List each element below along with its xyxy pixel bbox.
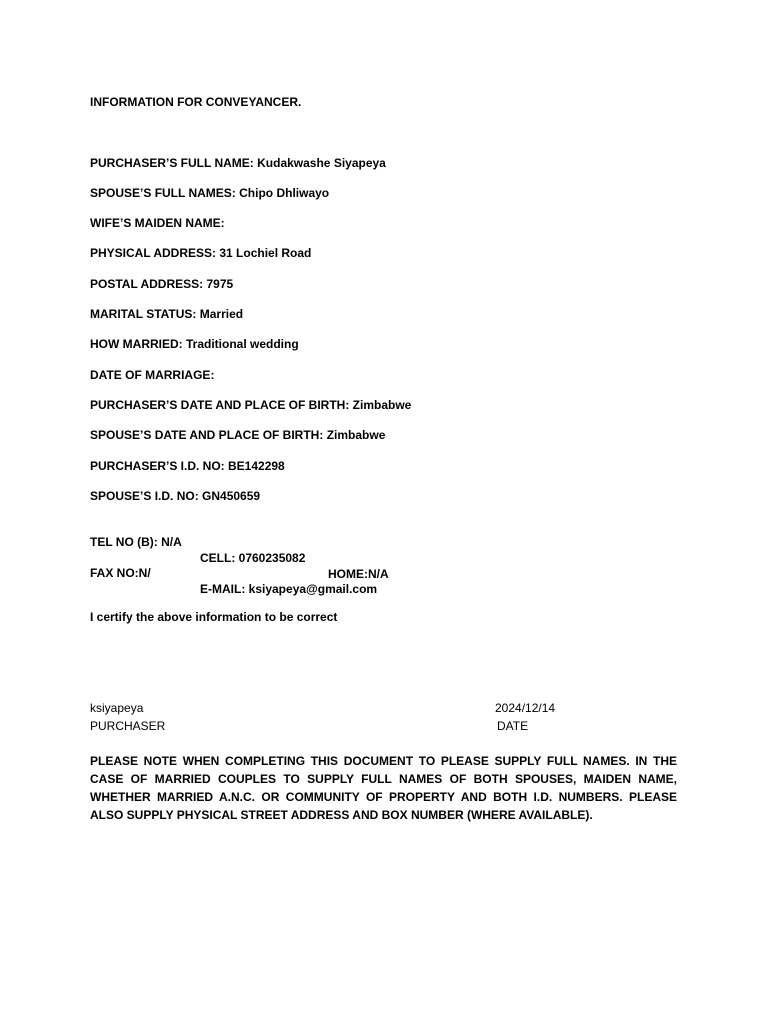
purchaser-signature: ksiyapeya [90, 701, 144, 715]
field-label: DATE OF MARRIAGE: [90, 368, 215, 382]
document-title: INFORMATION FOR CONVEYANCER. [90, 95, 302, 109]
field-label: SPOUSE’S DATE AND PLACE OF BIRTH: [90, 428, 327, 442]
field-value: GN450659 [202, 489, 261, 503]
field-wife-maiden-name [90, 215, 225, 231]
field-label: SPOUSE’S I.D. NO: [90, 489, 203, 503]
field-label: POSTAL ADDRESS: [90, 277, 207, 291]
tel-business: TEL NO (B): N/A [90, 535, 182, 549]
field-how-married [90, 336, 299, 352]
field-spouse-full-names [90, 185, 329, 201]
purchaser-label: PURCHASER [90, 719, 166, 733]
field-date-of-marriage [90, 367, 214, 383]
tel-cell: CELL: 0760235082 [200, 551, 306, 565]
signature-date: 2024/12/14 [495, 701, 556, 715]
field-label: MARITAL STATUS: [90, 307, 200, 321]
tel-home: HOME:N/A [328, 567, 389, 581]
field-label: SPOUSE’S FULL NAMES: [90, 186, 240, 200]
fax-number: FAX NO:N/ [90, 566, 151, 580]
field-value: Chipo Dhliwayo [239, 186, 330, 200]
please-note-paragraph: PLEASE NOTE WHEN COMPLETING THIS DOCUMENT TO PLEASE SUPPLY FULL NAMES. IN THE CASE OF MARRIED COUPLES TO SUPPLY FULL NAMES OF BOTH SPOUSES, MAIDEN NAME, WHETHER MARRIED A.N.C. OR COMMUNITY OF PROPERTY AND BOTH I.D. NUMBERS. PLEASE ALSO SUPPLY PHYSICAL STREET ADDRESS AND BOX NUMBER (WHERE AVAILABLE). [90, 754, 677, 822]
field-value: 31 Lochiel Road [219, 246, 312, 260]
field-value: Kudakwashe Siyapeya [257, 156, 386, 170]
field-postal-address [90, 276, 233, 292]
field-label: PURCHASER’S FULL NAME: [90, 156, 258, 170]
field-label: PURCHASER’S I.D. NO: [90, 459, 229, 473]
field-marital-status [90, 306, 243, 322]
field-value: BE142298 [228, 459, 285, 473]
field-spouse-birth [90, 427, 385, 443]
field-value: Zimbabwe [326, 428, 386, 442]
field-purchaser-id [90, 458, 285, 474]
field-value: Traditional wedding [186, 337, 299, 351]
field-spouse-id [90, 488, 260, 504]
date-label: DATE [497, 719, 529, 733]
email-address: E-MAIL: ksiyapeya@gmail.com [200, 582, 378, 596]
field-value: Married [199, 307, 244, 321]
field-physical-address [90, 245, 311, 261]
field-label: PHYSICAL ADDRESS: [90, 246, 220, 260]
certification-statement: I certify the above information to be correct [90, 610, 338, 624]
field-label: PURCHASER’S DATE AND PLACE OF BIRTH: [90, 398, 353, 412]
field-label: HOW MARRIED: [90, 337, 186, 351]
field-purchaser-birth [90, 397, 411, 413]
field-purchaser-full-name [90, 155, 386, 171]
field-value: 7975 [206, 277, 234, 291]
field-value: Zimbabwe [352, 398, 412, 412]
field-label: WIFE’S MAIDEN NAME: [90, 216, 225, 230]
